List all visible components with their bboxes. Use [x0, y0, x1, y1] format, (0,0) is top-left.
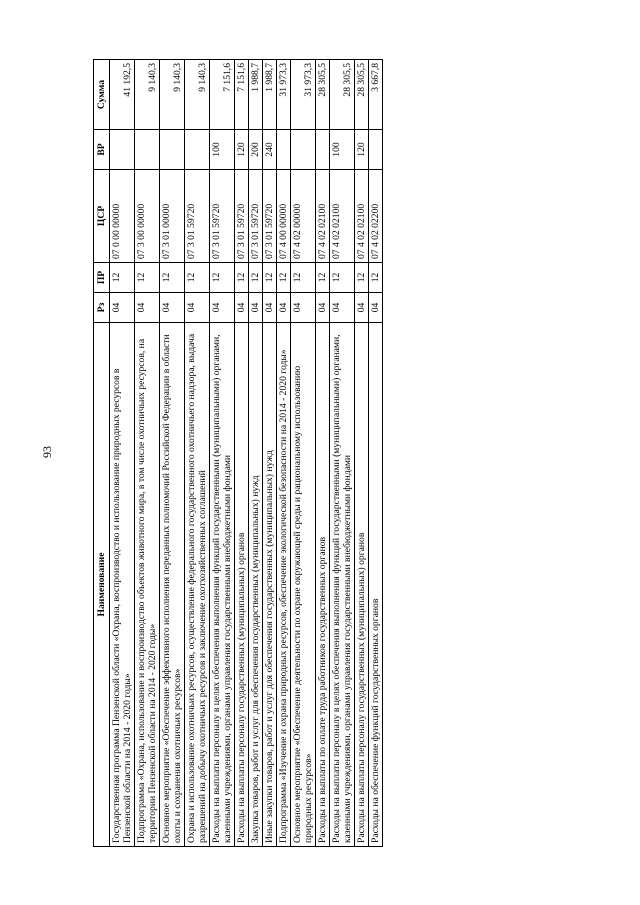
cell-sum: 7 151,6 — [235, 60, 249, 130]
cell-name: Расходы на выплаты по оплате труда работников государственных органов — [316, 323, 330, 847]
cell-sum: 1 988,7 — [263, 60, 277, 130]
cell-csr: 07 4 02 02100 — [355, 170, 369, 263]
cell-pr: 12 — [277, 263, 291, 293]
cell-csr: 07 4 02 02100 — [316, 170, 330, 263]
cell-pr: 12 — [330, 263, 355, 293]
header-pr: ПР — [94, 263, 110, 293]
cell-name: Расходы на выплаты персоналу государственных (муниципальных) органов — [355, 323, 369, 847]
cell-csr: 07 4 02 02100 — [330, 170, 355, 263]
cell-name: Закупка товаров, работ и услуг для обеспечения государственных (муниципальных) нужд — [249, 323, 263, 847]
table-row — [316, 60, 330, 847]
cell-pr: 12 — [369, 263, 383, 293]
cell-pr: 12 — [235, 263, 249, 293]
cell-vr — [135, 130, 160, 170]
cell-sum: 28 305,5 — [330, 60, 355, 130]
cell-sum: 31 973,3 — [277, 60, 291, 130]
cell-rz: 04 — [210, 293, 235, 323]
cell-rz: 04 — [185, 293, 210, 323]
cell-csr: 07 3 01 59720 — [210, 170, 235, 263]
cell-csr: 07 3 01 00000 — [160, 170, 185, 263]
page-number: 93 — [40, 446, 54, 458]
cell-name: Подпрограмма «Охрана, использование и воспроизводство объектов животного мира, в том числе охотничьих ресурсов, на территории Пензенской области на 2014 - 2020 годы» — [135, 323, 160, 847]
cell-rz: 04 — [160, 293, 185, 323]
cell-pr: 12 — [160, 263, 185, 293]
budget-table — [93, 59, 383, 847]
cell-pr: 12 — [110, 263, 135, 293]
cell-rz: 04 — [249, 293, 263, 323]
cell-sum: 7 151,6 — [210, 60, 235, 130]
cell-name: Расходы на выплаты персоналу в целях обеспечения выполнения функций государственными (муниципальными) органами, казенными учреждениями, органами управления государственными внебюджетными фондами — [210, 323, 235, 847]
table-row — [160, 60, 185, 847]
cell-csr: 07 3 01 59720 — [249, 170, 263, 263]
table-row — [235, 60, 249, 847]
cell-name: Расходы на выплаты персоналу в целях обеспечения выполнения функций государственными (муниципальными) органами, казенными учреждениями, органами управления государственными внебюджетными фондами — [330, 323, 355, 847]
cell-sum: 9 140,3 — [160, 60, 185, 130]
table-row — [185, 60, 210, 847]
cell-sum: 31 973,3 — [291, 60, 316, 130]
cell-csr: 07 4 02 00000 — [291, 170, 316, 263]
cell-rz: 04 — [277, 293, 291, 323]
cell-vr: 240 — [263, 130, 277, 170]
cell-rz: 04 — [135, 293, 160, 323]
cell-sum: 3 667,8 — [369, 60, 383, 130]
cell-rz: 04 — [110, 293, 135, 323]
cell-rz: 04 — [355, 293, 369, 323]
table-row — [263, 60, 277, 847]
header-rz: Рз — [94, 293, 110, 323]
cell-pr: 12 — [210, 263, 235, 293]
cell-name: Охрана и использование охотничьих ресурсов, осуществление федерального государственного охотничьего надзора, выдача разрешений на добычу охотничьих ресурсов и заключение охотхозяйственных соглашений — [185, 323, 210, 847]
cell-csr: 07 0 00 00000 — [110, 170, 135, 263]
cell-pr: 12 — [263, 263, 277, 293]
cell-pr: 12 — [355, 263, 369, 293]
cell-name: Подпрограмма «Изучение и охрана природных ресурсов, обеспечение экологической безопасности на 2014 - 2020 годы» — [277, 323, 291, 847]
cell-pr: 12 — [316, 263, 330, 293]
cell-vr: 120 — [355, 130, 369, 170]
header-sum: Сумма — [94, 60, 110, 130]
cell-name: Иные закупки товаров, работ и услуг для обеспечения государственных (муниципальных) нужд — [263, 323, 277, 847]
cell-pr: 12 — [249, 263, 263, 293]
cell-name: Государственная программа Пензенской области «Охрана, воспроизводство и использование природных ресурсов в Пензенской области на 2014 - 2020 годы» — [110, 323, 135, 847]
cell-name: Основное мероприятие «Обеспечение эффективного исполнения переданных полномочий Российской Федерации в области охоты и сохранения охотничьих ресурсов» — [160, 323, 185, 847]
cell-name: Основное мероприятие «Обеспечение деятельности по охране окружающей среды и рациональному использованию природных ресурсов» — [291, 323, 316, 847]
cell-rz: 04 — [263, 293, 277, 323]
cell-vr: 100 — [210, 130, 235, 170]
cell-csr: 07 3 01 59720 — [263, 170, 277, 263]
cell-vr — [291, 130, 316, 170]
table-row — [249, 60, 263, 847]
cell-csr: 07 4 02 02200 — [369, 170, 383, 263]
cell-csr: 07 4 00 00000 — [277, 170, 291, 263]
cell-vr: 120 — [235, 130, 249, 170]
cell-csr: 07 3 01 59720 — [235, 170, 249, 263]
table-row — [355, 60, 369, 847]
header-name: Наименование — [94, 323, 110, 847]
cell-name: Расходы на обеспечение функций государственных органов — [369, 323, 383, 847]
cell-rz: 04 — [369, 293, 383, 323]
cell-rz: 04 — [235, 293, 249, 323]
table-row — [291, 60, 316, 847]
cell-sum: 41 192,5 — [110, 60, 135, 130]
header-vr: ВР — [94, 130, 110, 170]
cell-vr — [277, 130, 291, 170]
cell-pr: 12 — [185, 263, 210, 293]
cell-sum: 9 140,3 — [135, 60, 160, 130]
cell-vr — [369, 130, 383, 170]
cell-vr — [185, 130, 210, 170]
cell-csr: 07 3 01 59720 — [185, 170, 210, 263]
cell-sum: 28 305,5 — [355, 60, 369, 130]
cell-vr — [160, 130, 185, 170]
cell-sum: 1 988,7 — [249, 60, 263, 130]
rotated-page — [93, 60, 540, 847]
header-csr: ЦСР — [94, 170, 110, 263]
table-row — [110, 60, 135, 847]
cell-pr: 12 — [291, 263, 316, 293]
cell-vr — [316, 130, 330, 170]
table-header-row — [94, 60, 110, 847]
table-row — [330, 60, 355, 847]
cell-csr: 07 3 00 00000 — [135, 170, 160, 263]
table-row — [277, 60, 291, 847]
cell-name: Расходы на выплаты персоналу государственных (муниципальных) органов — [235, 323, 249, 847]
table-row — [210, 60, 235, 847]
cell-rz: 04 — [291, 293, 316, 323]
table-row — [135, 60, 160, 847]
cell-vr — [110, 130, 135, 170]
cell-rz: 04 — [330, 293, 355, 323]
cell-vr: 100 — [330, 130, 355, 170]
cell-rz: 04 — [316, 293, 330, 323]
table-row — [369, 60, 383, 847]
cell-sum: 28 305,5 — [316, 60, 330, 130]
cell-vr: 200 — [249, 130, 263, 170]
cell-sum: 9 140,3 — [185, 60, 210, 130]
cell-pr: 12 — [135, 263, 160, 293]
